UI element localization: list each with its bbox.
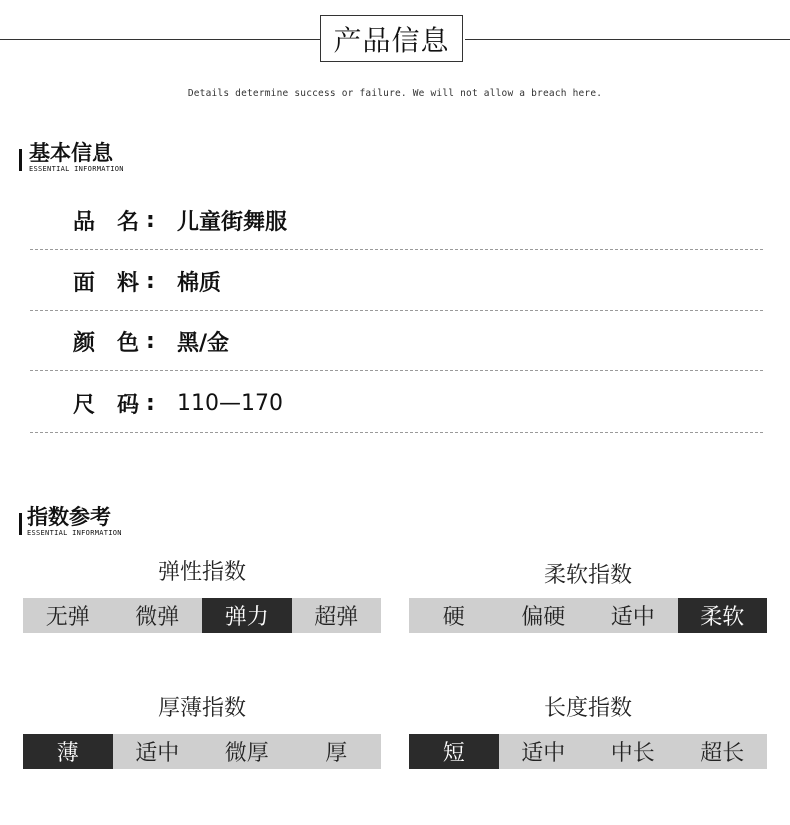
header-divider-left bbox=[0, 39, 320, 40]
info-label-char: 名 bbox=[117, 209, 140, 235]
info-row-size bbox=[30, 373, 763, 433]
index-option: 微弹 bbox=[113, 598, 203, 633]
info-label-char: 颜 bbox=[73, 330, 96, 356]
index-option: 厚 bbox=[292, 734, 382, 769]
index-title: 弹性指数 bbox=[157, 560, 246, 585]
index-scale bbox=[23, 598, 381, 633]
info-value: 110—170 bbox=[177, 390, 283, 416]
index-option: 适中 bbox=[113, 734, 203, 769]
index-scale bbox=[409, 598, 767, 633]
index-title: 厚薄指数 bbox=[157, 696, 246, 721]
info-label-char: 码 bbox=[117, 392, 140, 418]
elasticity-index bbox=[23, 555, 381, 635]
info-label-char: 尺 bbox=[73, 392, 96, 418]
index-option: 无弹 bbox=[23, 598, 113, 633]
info-label-char: 料 bbox=[117, 270, 140, 296]
index-option: 中长 bbox=[588, 734, 678, 769]
info-colon: : bbox=[146, 390, 155, 416]
dashed-divider bbox=[30, 249, 763, 250]
info-row-fabric bbox=[30, 251, 763, 311]
thickness-index bbox=[23, 691, 381, 771]
info-colon: : bbox=[146, 328, 155, 354]
index-option: 超长 bbox=[678, 734, 768, 769]
info-row-color bbox=[30, 311, 763, 371]
length-index bbox=[409, 691, 767, 771]
index-option: 适中 bbox=[499, 734, 589, 769]
index-ref-subtitle: ESSENTIAL INFORMATION bbox=[27, 529, 122, 537]
dashed-divider bbox=[30, 432, 763, 433]
info-label-char: 面 bbox=[73, 270, 96, 296]
index-option: 弹力 bbox=[202, 598, 292, 633]
page-title: 产品信息 bbox=[333, 23, 450, 57]
index-option: 适中 bbox=[588, 598, 678, 633]
info-value: 棉质 bbox=[177, 270, 222, 296]
info-label bbox=[73, 373, 139, 433]
index-option: 硬 bbox=[409, 598, 499, 633]
info-label-char: 品 bbox=[73, 209, 96, 235]
section-accent-bar bbox=[19, 149, 22, 171]
index-title: 柔软指数 bbox=[543, 563, 632, 588]
index-option: 短 bbox=[409, 734, 499, 769]
index-scale bbox=[409, 734, 767, 769]
info-label bbox=[73, 311, 139, 371]
dashed-divider bbox=[30, 370, 763, 371]
basic-info-title: 基本信息 bbox=[29, 141, 113, 165]
index-option: 超弹 bbox=[292, 598, 382, 633]
tagline: Details determine success or failure. We will not allow a breach here. bbox=[187, 88, 603, 99]
softness-index bbox=[409, 558, 767, 638]
index-scale bbox=[23, 734, 381, 769]
basic-info-subtitle: ESSENTIAL INFORMATION bbox=[29, 165, 124, 173]
header-divider-right bbox=[465, 39, 790, 40]
info-colon: : bbox=[146, 207, 155, 233]
info-label bbox=[73, 190, 139, 250]
info-value: 儿童街舞服 bbox=[177, 209, 288, 235]
info-label bbox=[73, 251, 139, 311]
index-option: 偏硬 bbox=[499, 598, 589, 633]
index-title: 长度指数 bbox=[543, 696, 632, 721]
index-option: 微厚 bbox=[202, 734, 292, 769]
header-title-box bbox=[320, 15, 463, 62]
info-value: 黑/金 bbox=[177, 330, 230, 356]
index-option: 薄 bbox=[23, 734, 113, 769]
index-ref-title: 指数参考 bbox=[27, 505, 111, 529]
index-option: 柔软 bbox=[678, 598, 768, 633]
info-colon: : bbox=[146, 268, 155, 294]
info-row-name bbox=[30, 190, 763, 250]
info-label-char: 色 bbox=[117, 330, 140, 356]
section-accent-bar bbox=[19, 513, 22, 535]
